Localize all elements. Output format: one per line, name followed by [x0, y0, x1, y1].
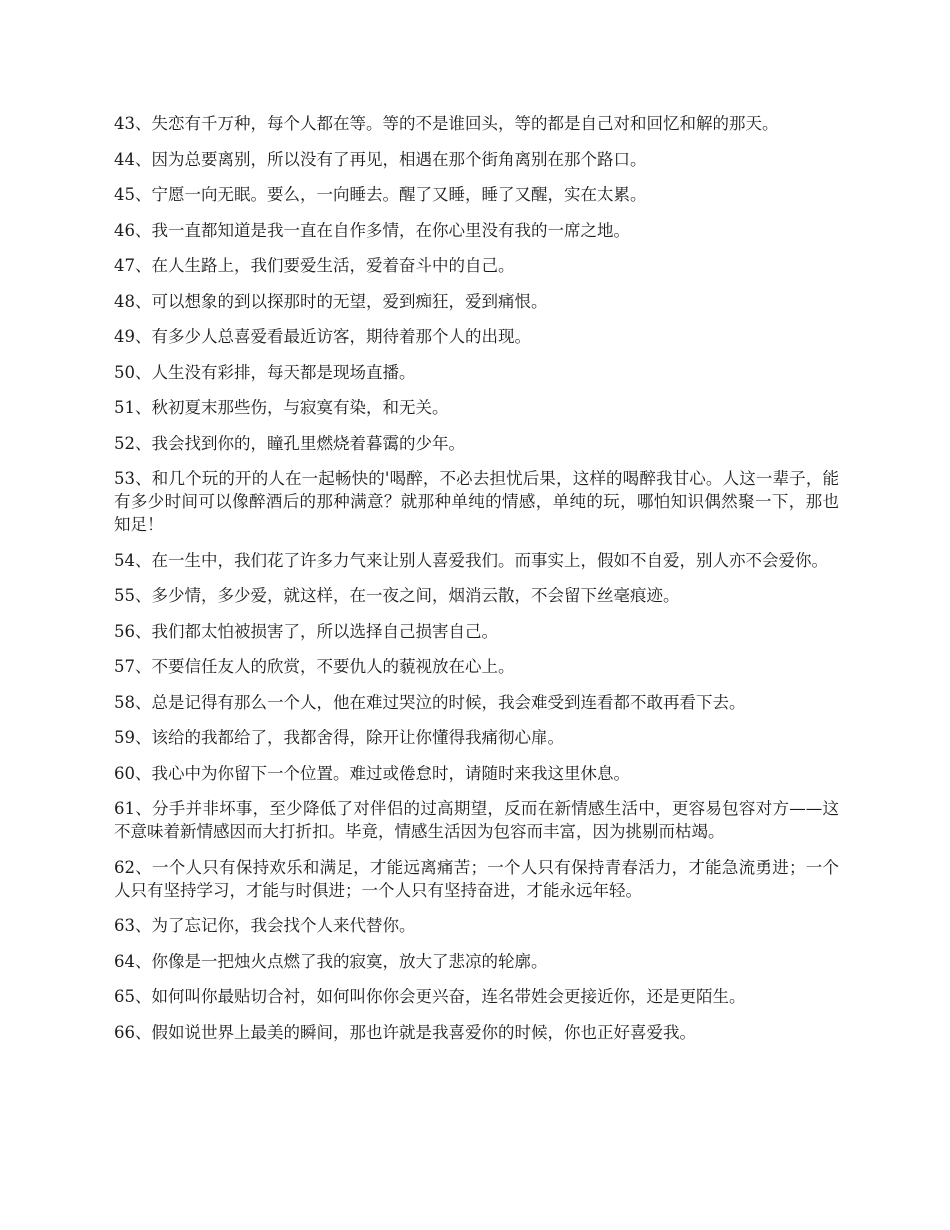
paragraph-45: 45、宁愿一向无眠。要么，一向睡去。醒了又睡，睡了又醒，实在太累。	[114, 185, 647, 204]
paragraph-44: 44、因为总要离别，所以没有了再见，相遇在那个街角离别在那个路口。	[114, 149, 647, 169]
paragraph-57: 57、不要信任友人的欣赏，不要仇人的藐视放在心上。	[114, 657, 515, 676]
paragraph-43: 43、失恋有千万种，每个人都在等。等的不是谁回头，等的都是自己对和回忆和解的那天。	[114, 114, 779, 133]
paragraph-52: 52、我会找到你的，瞳孔里燃烧着暮霭的少年。	[114, 433, 465, 453]
paragraph-63: 63、为了忘记你，我会找个人来代替你。	[114, 916, 416, 935]
paragraph-58: 58、总是记得有那么一个人，他在难过哭泣的时候，我会难受到连看都不敢再看下去。	[114, 692, 746, 712]
paragraph-64: 64、你像是一把烛火点燃了我的寂寞，放大了悲凉的轮廓。	[114, 951, 548, 971]
paragraph-47: 47、在人生路上，我们要爱生活，爱着奋斗中的自己。	[114, 256, 515, 275]
paragraph-53: 53、和几个玩的开的人在一起畅快的'喝醉，不必去担忧后果，这样的喝醉我甘心。人这一辈子，能有多少时间可以像醉酒后的那种满意？就那种单纯的情感，单纯的玩，哪怕知识偶然聚一下，那也知足！	[114, 469, 839, 534]
document-body	[114, 112, 839, 1056]
paragraph-51: 51、秋初夏末那些伤，与寂寞有染，和无关。	[114, 398, 449, 417]
paragraph-55: 55、多少情，多少爱，就这样，在一夜之间，烟消云散，不会留下丝毫痕迹。	[114, 586, 680, 605]
paragraph-61: 61、分手并非坏事，至少降低了对伴侣的过高期望，反而在新情感生活中，更容易包容对方——这不意味着新情感因而大打折扣。毕竟，情感生活因为包容而丰富，因为挑剔而枯竭。	[114, 799, 839, 841]
paragraph-65: 65、如何叫你最贴切合衬，如何叫你你会更兴奋，连名带姓会更接近你，还是更陌生。	[114, 987, 746, 1006]
paragraph-60: 60、我心中为你留下一个位置。难过或倦怠时，请随时来我这里休息。	[114, 763, 630, 783]
paragraph-54: 54、在一生中，我们花了许多力气来让别人喜爱我们。而事实上，假如不自爱，别人亦不会爱你。	[114, 550, 828, 570]
paragraph-49: 49、有多少人总喜爱看最近访客，期待着那个人的出现。	[114, 327, 531, 346]
paragraph-59: 59、该给的我都给了，我都舍得，除开让你懂得我痛彻心扉。	[114, 728, 564, 747]
paragraph-48: 48、可以想象的到以探那时的无望，爱到痴狂，爱到痛恨。	[114, 291, 548, 311]
paragraph-46: 46、我一直都知道是我一直在自作多情，在你心里没有我的一席之地。	[114, 220, 630, 240]
paragraph-66: 66、假如说世界上最美的瞬间，那也许就是我喜爱你的时候，你也正好喜爱我。	[114, 1022, 696, 1042]
paragraph-62: 62、一个人只有保持欢乐和满足，才能远离痛苦；一个人只有保持青春活力，才能急流勇进；一个人只有坚持学习，才能与时俱进；一个人只有坚持奋进，才能永远年轻。	[114, 857, 839, 900]
paragraph-50: 50、人生没有彩排，每天都是现场直播。	[114, 362, 416, 382]
paragraph-56: 56、我们都太怕被损害了，所以选择自己损害自己。	[114, 621, 498, 641]
